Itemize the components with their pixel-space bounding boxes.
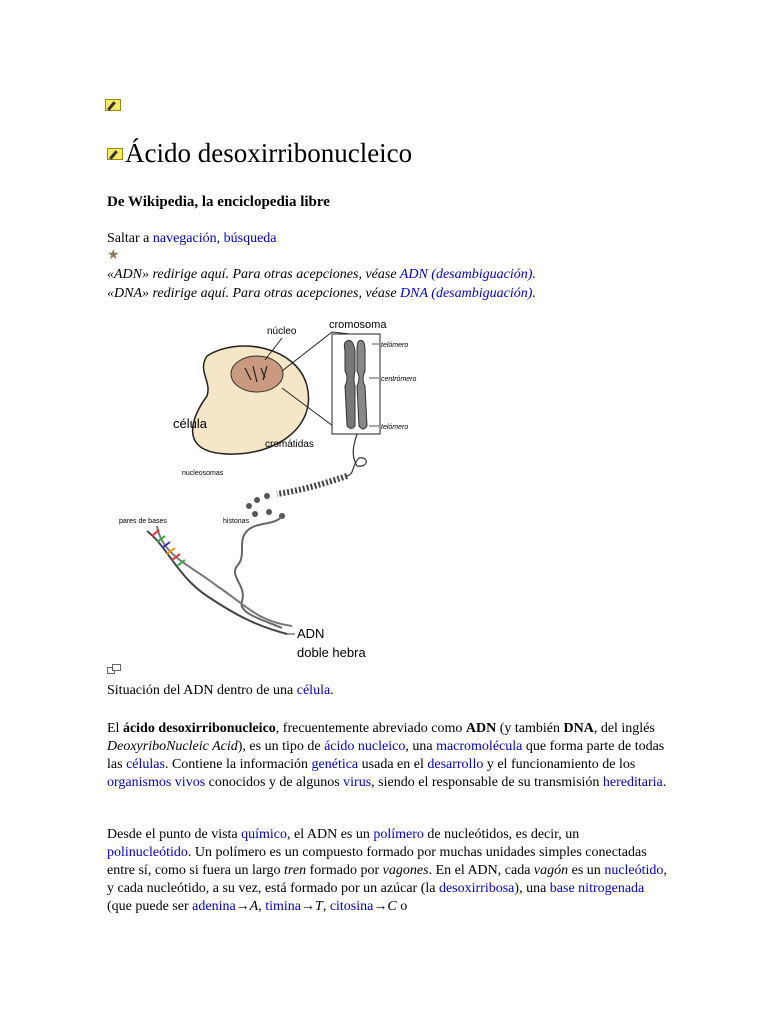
article-link[interactable]: virus [343, 775, 372, 790]
paragraph-text: , [258, 899, 266, 914]
label-telomero-top: telómero [381, 342, 409, 349]
nucleosomes [246, 493, 285, 519]
italic-term: T [315, 899, 323, 914]
jump-prefix: Saltar a [107, 231, 153, 246]
article-link[interactable]: citosina [329, 899, 374, 914]
article-link[interactable]: timina [265, 899, 302, 914]
paragraph-text: El [107, 721, 123, 736]
paragraph-text: (y también [496, 721, 564, 736]
nucleus-shape [231, 356, 283, 392]
chromatin-fiber [277, 476, 347, 494]
hatnote-text: . [532, 267, 536, 282]
label-adn: ADN [297, 626, 325, 641]
bold-term: DNA [563, 721, 594, 736]
hatnote-link[interactable]: DNA (desambiguación) [400, 286, 533, 301]
article-link[interactable]: polímero [373, 827, 424, 842]
article-link[interactable]: base nitrogenada [549, 881, 645, 896]
hatnote-link[interactable]: ADN (desambiguación) [399, 267, 533, 282]
paragraph-text: que forma parte de todas las [107, 739, 665, 772]
paragraph-text: → [301, 899, 316, 914]
italic-term: vagón [533, 863, 569, 878]
label-pares-de-bases: pares de bases [119, 518, 167, 525]
caption-text: . [330, 683, 334, 698]
label-histonas: histonas [223, 518, 250, 525]
paragraph-text: . En el ADN, cada [428, 863, 534, 878]
paragraph-text: , [322, 899, 330, 914]
article-link[interactable]: adenina [192, 899, 236, 914]
paragraph-text: , frecuentemente abreviado como [275, 721, 466, 736]
italic-term: C [387, 899, 397, 914]
paragraph-text: es un [568, 863, 605, 878]
italic-term: tren [284, 863, 307, 878]
article-link[interactable]: químico [241, 827, 288, 842]
page-title-text: Ácido desoxirribonucleico [125, 138, 413, 168]
article-link[interactable]: macromolécula [436, 739, 523, 754]
jump-separator: , [216, 231, 224, 246]
paragraph-text: o [396, 899, 408, 914]
article-link[interactable]: genética [311, 757, 359, 772]
article-link[interactable]: polinucleótido [107, 845, 188, 860]
hatnote-adn [107, 267, 536, 283]
paragraph-text: ), una [514, 881, 550, 896]
hatnote-text: . [532, 286, 536, 301]
article-link[interactable]: hereditaria [602, 775, 663, 790]
hatnote-dna [107, 286, 536, 302]
featured-star-icon: ★ [107, 248, 120, 263]
paragraph-text: , el ADN es un [287, 827, 374, 842]
label-celula: célula [173, 416, 207, 431]
paragraph-text: (que puede ser [107, 899, 193, 914]
article-link[interactable]: desoxirribosa [438, 881, 515, 896]
enlarge-icon[interactable] [107, 664, 121, 674]
paragraph-text: → [235, 899, 250, 914]
figure-caption [107, 683, 334, 699]
label-line [282, 332, 332, 371]
paragraph-text: . Contiene la información [164, 757, 312, 772]
paragraph-text: → [373, 899, 388, 914]
chromosome-box [332, 334, 380, 434]
article-link[interactable]: células [126, 757, 165, 772]
paragraph-text: , siendo el responsable de su transmisión [371, 775, 603, 790]
bold-term: ácido desoxirribonucleico [122, 721, 276, 736]
article-link[interactable]: ácido nucleico [324, 739, 406, 754]
paragraph-text: usada en el [358, 757, 428, 772]
article-link[interactable]: desarrollo [427, 757, 484, 772]
paragraph-text: . Un polímero es un compuesto formado por muchas unidades simples conectadas entre sí, como si fuera un largo [107, 845, 647, 878]
article-link[interactable]: nucleótido [604, 863, 664, 878]
italic-term: vagones [382, 863, 429, 878]
label-nucleo: núcleo [267, 326, 297, 337]
label-nucleosomas: nucleosomas [182, 470, 224, 477]
paragraph-text: , del inglés [593, 721, 655, 736]
label-telomero-bottom: telómero [381, 424, 409, 431]
paragraph-text: y el funcionamiento de los [483, 757, 636, 772]
paragraph-text: . [662, 775, 667, 790]
label-centromero: centrómero [381, 376, 417, 383]
bold-term: ADN [465, 721, 497, 736]
page-subtitle: De Wikipedia, la enciclopedia libre [107, 194, 330, 210]
caption-text: Situación del ADN dentro de una [107, 683, 297, 698]
jump-links [107, 231, 277, 247]
page-title [107, 138, 412, 169]
label-cromosoma: cromosoma [329, 319, 387, 331]
caption-link[interactable]: célula [296, 683, 331, 698]
paragraph-text: , una [405, 739, 437, 754]
dna-strand-b [157, 526, 292, 626]
paragraph-text: ), es un tipo de [237, 739, 325, 754]
search-link[interactable]: búsqueda [223, 231, 277, 246]
italic-term: DeoxyriboNucleic Acid [107, 739, 238, 754]
dna-structure-figure[interactable] [107, 316, 417, 666]
hatnote-text: «DNA» redirige aquí. Para otras acepciones, véase [107, 286, 401, 301]
paragraph-text: formado por [306, 863, 383, 878]
paragraph-text: , y cada nucleótido, a su vez, está formado por un azúcar (la [107, 863, 667, 896]
label-doble-hebra: doble hebra [297, 645, 366, 660]
article-link[interactable]: organismos vivos [107, 775, 206, 790]
label-cromatidas: cromátidas [265, 439, 314, 450]
hatnote-text: «ADN» redirige aquí. Para otras acepciones, véase [107, 267, 400, 282]
edit-icon[interactable] [105, 99, 121, 111]
navigation-link[interactable]: navegación [152, 231, 217, 246]
edit-icon[interactable] [107, 148, 123, 160]
chemistry-paragraph [107, 826, 667, 916]
intro-paragraph [107, 720, 667, 792]
chromatin-coil [347, 434, 366, 476]
paragraph-text: conocidos y de algunos [205, 775, 344, 790]
paragraph-text: Desde el punto de vista [107, 827, 242, 842]
paragraph-text: de nucleótidos, es decir, un [423, 827, 580, 842]
italic-term: A [249, 899, 259, 914]
histone-strand [235, 516, 282, 628]
